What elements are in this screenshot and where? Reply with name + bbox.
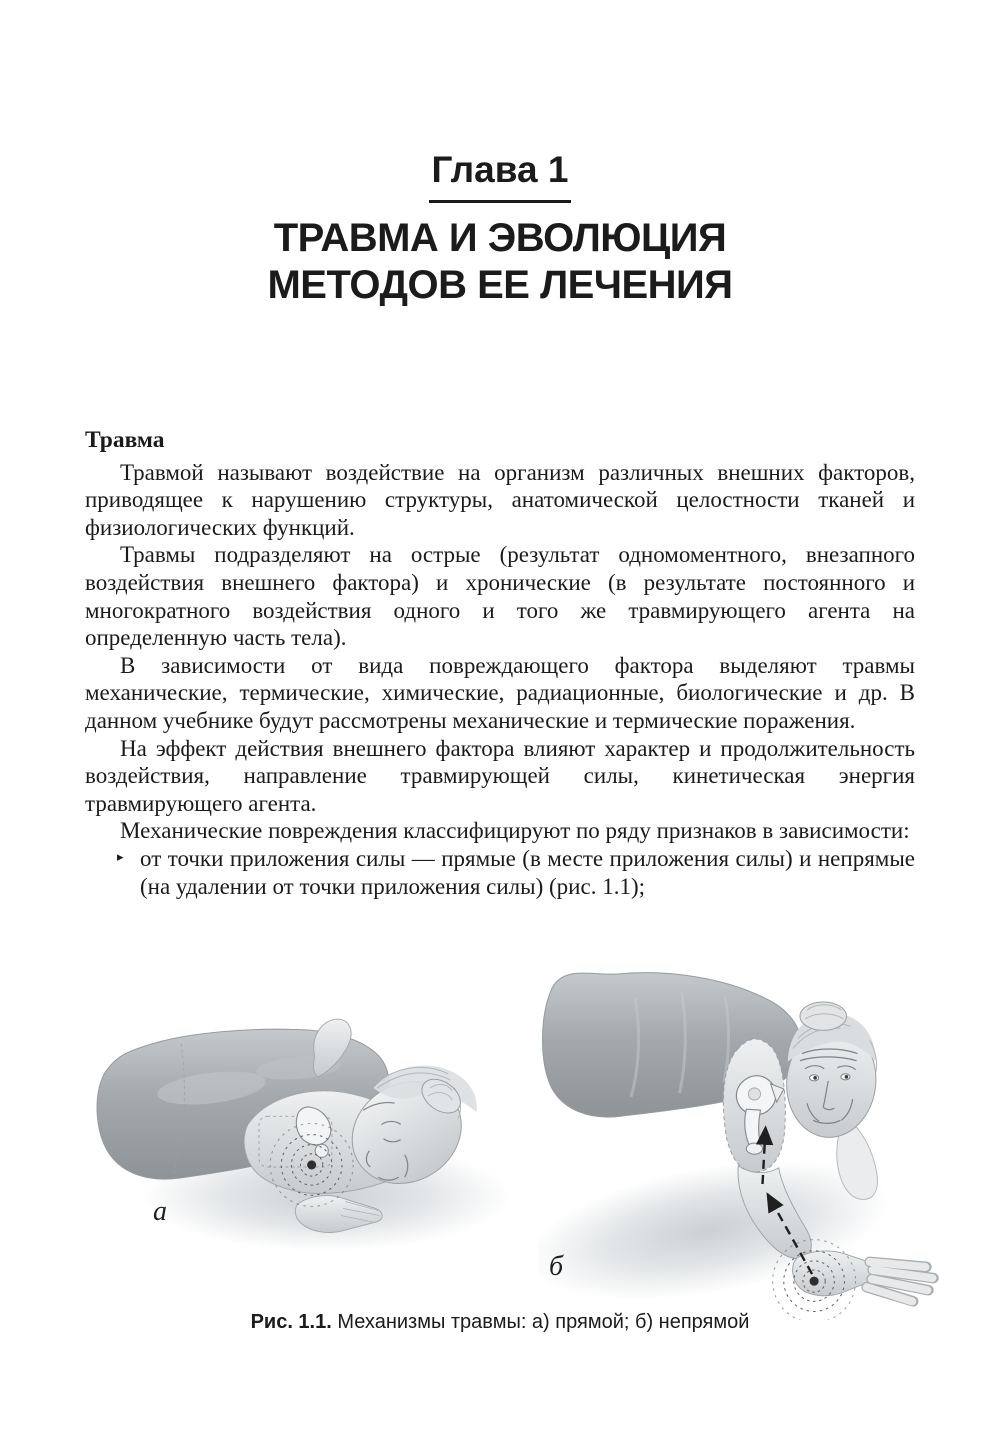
paragraph-5-list-intro: Механические повреждения классифицируют по ряду признаков в зависимости: [120,818,910,844]
body-text [85,427,915,900]
paragraph-1: Травмой называют воздействие на организм различных внешних факторов, приводящее к нарушению структуры, анатомической целостности тканей и физиологических функций. [85,459,915,540]
paragraph-3: В зависимости от вида повреждающего фактора выделяют травмы механические, термические, химические, радиационные, биологические и др. В данном учебнике будут рассмотрены механические и термические поражения. [85,652,915,733]
figure-b [538,955,983,1320]
figure-b-illustration [538,955,983,1320]
bullet-triangle-icon: ▸ [117,849,124,865]
chapter-title-line2: МЕТОДОВ ЕЕ ЛЕЧЕНИЯ [267,262,733,307]
figure-caption [0,1311,1000,1334]
figure-a [88,990,513,1265]
paragraph-4: На эффект действия внешнего фактора влияют характер и продолжительность воздействия, направление травмирующей силы, кинетическая энергия травмирующего агента. [85,735,915,816]
hair-bun-b-icon [800,1002,847,1030]
figure-b-label: б [549,1251,564,1282]
figure-caption-text: Механизмы травмы: а) прямой; б) непрямой [331,1311,750,1333]
section-heading: Травма [85,427,165,453]
bullet-text: от точки приложения силы — прямые (в месте приложения силы) и непрямые (на удалении от точки приложения силы) (рис. 1.1); [140,845,915,899]
chapter-label: Глава 1 [429,150,572,203]
hand-b [793,1251,934,1301]
figure-a-illustration [88,990,513,1265]
figure-a-label: а [153,1196,167,1227]
bullet-item [85,845,915,900]
chapter-title [0,215,1000,309]
figure-caption-number: Рис. 1.1. [250,1311,332,1333]
chapter-title-line1: ТРАВМА И ЭВОЛЮЦИЯ [273,215,727,260]
chapter-heading [0,150,1000,309]
paragraph-2: Травмы подразделяют на острые (результат одномоментного, внезапного воздействия внешнего фактора) и хронические (в результате постоянного и многократного воздействия одного и того же травмирующего агента на определенную часть тела). [85,542,915,651]
